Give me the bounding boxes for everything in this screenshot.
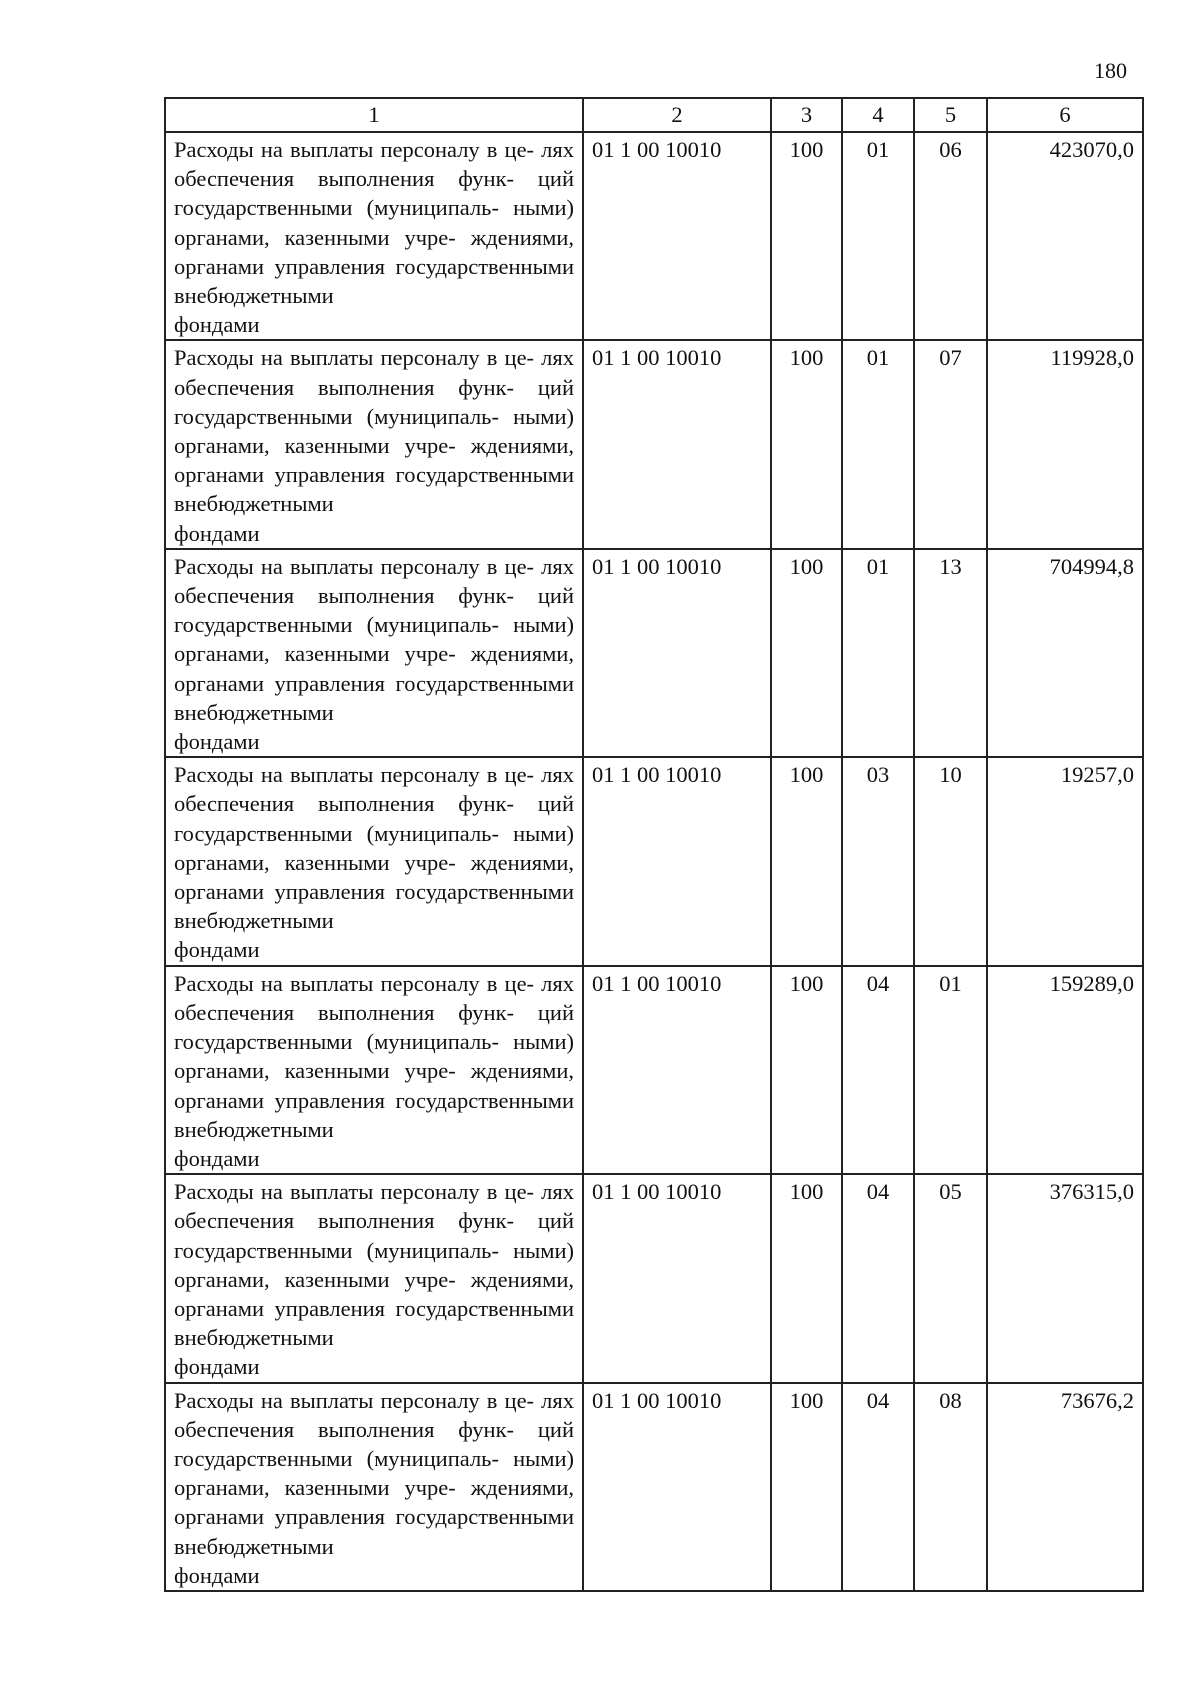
amount-cell: 376315,0	[987, 1174, 1143, 1382]
subsection-cell: 01	[914, 966, 987, 1174]
target-code-cell: 01 1 00 10010	[583, 966, 771, 1174]
section-cell: 04	[842, 1383, 914, 1591]
target-code-cell: 01 1 00 10010	[583, 132, 771, 340]
subsection-cell: 10	[914, 757, 987, 965]
subsection-cell: 06	[914, 132, 987, 340]
description-cell: Расходы на выплаты персоналу в це- лях обеспечения выполнения функ- ций государственными (муниципаль- ными) органами, казенными учре- ждениями, органами управления государственными внебюджетными фондами	[165, 966, 583, 1174]
page-number: 180	[1094, 58, 1127, 83]
section-cell: 04	[842, 966, 914, 1174]
subsection-cell: 07	[914, 340, 987, 548]
expense-type-cell: 100	[771, 966, 842, 1174]
description-cell: Расходы на выплаты персоналу в це- лях обеспечения выполнения функ- ций государственными (муниципаль- ными) органами, казенными учре- ждениями, органами управления государственными внебюджетными фондами	[165, 340, 583, 548]
expense-type-cell: 100	[771, 757, 842, 965]
amount-cell: 73676,2	[987, 1383, 1143, 1591]
section-cell: 01	[842, 340, 914, 548]
description-cell: Расходы на выплаты персоналу в це- лях обеспечения выполнения функ- ций государственными (муниципаль- ными) органами, казенными учре- ждениями, органами управления государственными внебюджетными фондами	[165, 1174, 583, 1382]
expense-type-cell: 100	[771, 340, 842, 548]
section-cell: 04	[842, 1174, 914, 1382]
table-row	[165, 966, 1143, 1174]
description-cell: Расходы на выплаты персоналу в це- лях обеспечения выполнения функ- ций государственными (муниципаль- ными) органами, казенными учре- ждениями, органами управления государственными внебюджетными фондами	[165, 1383, 583, 1591]
header-col-4: 4	[842, 98, 914, 132]
table-row	[165, 549, 1143, 757]
table-row	[165, 1174, 1143, 1382]
description-cell: Расходы на выплаты персоналу в це- лях обеспечения выполнения функ- ций государственными (муниципаль- ными) органами, казенными учре- ждениями, органами управления государственными внебюджетными фондами	[165, 757, 583, 965]
target-code-cell: 01 1 00 10010	[583, 1383, 771, 1591]
header-col-6: 6	[987, 98, 1143, 132]
subsection-cell: 13	[914, 549, 987, 757]
amount-cell: 159289,0	[987, 966, 1143, 1174]
header-col-2: 2	[583, 98, 771, 132]
table-row	[165, 1383, 1143, 1591]
subsection-cell: 08	[914, 1383, 987, 1591]
target-code-cell: 01 1 00 10010	[583, 549, 771, 757]
target-code-cell: 01 1 00 10010	[583, 757, 771, 965]
expense-type-cell: 100	[771, 132, 842, 340]
subsection-cell: 05	[914, 1174, 987, 1382]
amount-cell: 119928,0	[987, 340, 1143, 548]
target-code-cell: 01 1 00 10010	[583, 1174, 771, 1382]
header-col-1: 1	[165, 98, 583, 132]
amount-cell: 704994,8	[987, 549, 1143, 757]
budget-table	[164, 97, 1144, 1592]
section-cell: 01	[842, 132, 914, 340]
expense-type-cell: 100	[771, 549, 842, 757]
header-col-3: 3	[771, 98, 842, 132]
table-row	[165, 340, 1143, 548]
table-row	[165, 132, 1143, 340]
amount-cell: 19257,0	[987, 757, 1143, 965]
amount-cell: 423070,0	[987, 132, 1143, 340]
header-row	[165, 98, 1143, 132]
expense-type-cell: 100	[771, 1383, 842, 1591]
expense-type-cell: 100	[771, 1174, 842, 1382]
header-col-5: 5	[914, 98, 987, 132]
description-cell: Расходы на выплаты персоналу в це- лях обеспечения выполнения функ- ций государственными (муниципаль- ными) органами, казенными учре- ждениями, органами управления государственными внебюджетными фондами	[165, 132, 583, 340]
section-cell: 01	[842, 549, 914, 757]
description-cell: Расходы на выплаты персоналу в це- лях обеспечения выполнения функ- ций государственными (муниципаль- ными) органами, казенными учре- ждениями, органами управления государственными внебюджетными фондами	[165, 549, 583, 757]
table-row	[165, 757, 1143, 965]
section-cell: 03	[842, 757, 914, 965]
target-code-cell: 01 1 00 10010	[583, 340, 771, 548]
